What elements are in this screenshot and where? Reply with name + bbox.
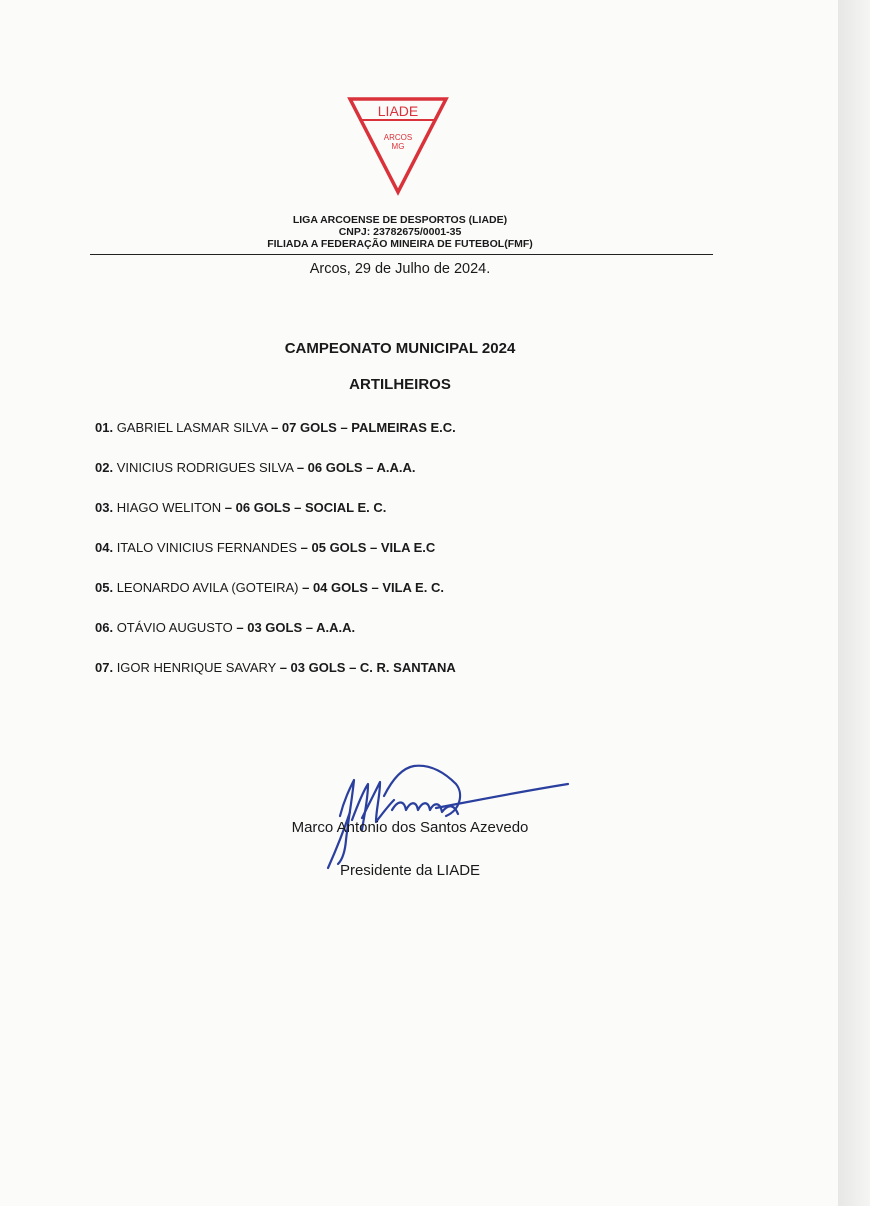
logo-text: LIADE — [377, 103, 419, 119]
scorer-row — [95, 500, 695, 540]
scan-edge — [838, 0, 870, 1206]
document-title: CAMPEONATO MUNICIPAL 2024 — [284, 340, 516, 357]
scorer-rank: 07. — [95, 660, 114, 675]
scorer-goals: – 06 GOLS — [296, 460, 363, 475]
scorer-goals: – 07 GOLS — [271, 420, 337, 435]
league-cnpj: CNPJ: 23782675/0001-35 — [338, 226, 462, 238]
scorer-goals: – 06 GOLS — [224, 500, 291, 515]
scorer-name: IGOR HENRIQUE SAVARY — [113, 660, 280, 675]
scorer-row — [95, 420, 695, 460]
scorer-goals: – 03 GOLS — [236, 620, 303, 635]
scorer-rank: 02. — [95, 460, 114, 475]
scorer-rank: 05. — [95, 580, 114, 595]
scorer-rank: 04. — [95, 540, 114, 555]
scorer-rank: 06. — [95, 620, 114, 635]
scorer-name: VINICIUS RODRIGUES SILVA — [113, 460, 297, 475]
scorer-rank: 03. — [95, 500, 114, 515]
letterhead — [150, 214, 650, 250]
logo-city: ARCOS — [383, 133, 413, 142]
scorer-team: – VILA E.C — [366, 540, 436, 555]
scorer-row — [95, 580, 695, 620]
scorer-row — [95, 620, 695, 660]
liade-logo — [347, 96, 449, 196]
signatory-role: Presidente da LIADE — [339, 862, 481, 879]
signatory-name: Marco Antonio dos Santos Azevedo — [291, 819, 529, 836]
scorer-name: OTÁVIO AUGUSTO — [113, 620, 237, 635]
scorer-name: LEONARDO AVILA (GOTEIRA) — [113, 580, 303, 595]
handwritten-signature — [318, 760, 576, 872]
scorer-goals: – 04 GOLS — [302, 580, 368, 595]
scorer-row — [95, 460, 695, 500]
document-subtitle: ARTILHEIROS — [349, 376, 451, 393]
scorer-row — [95, 660, 695, 700]
scorer-name: GABRIEL LASMAR SILVA — [113, 420, 272, 435]
scorer-row — [95, 540, 695, 580]
document-date: Arcos, 29 de Julho de 2024. — [309, 261, 491, 277]
scorer-team: – C. R. SANTANA — [345, 660, 456, 675]
scorer-team: – VILA E. C. — [367, 580, 444, 595]
league-name: LIGA ARCOENSE DE DESPORTOS (LIADE) — [292, 214, 508, 226]
league-affiliation: FILIADA A FEDERAÇÃO MINEIRA DE FUTEBOL(FMF) — [267, 238, 533, 250]
logo-state: MG — [391, 142, 405, 151]
scorer-goals: – 03 GOLS — [279, 660, 346, 675]
scorers-list — [95, 420, 695, 700]
scorer-team: – SOCIAL E. C. — [290, 500, 387, 515]
scorer-team: – A.A.A. — [362, 460, 416, 475]
scorer-team: – A.A.A. — [302, 620, 356, 635]
scorer-name: HIAGO WELITON — [113, 500, 225, 515]
scorer-goals: – 05 GOLS — [300, 540, 367, 555]
header-rule — [90, 254, 713, 255]
scorer-rank: 01. — [95, 420, 114, 435]
scorer-name: ITALO VINICIUS FERNANDES — [113, 540, 301, 555]
scorer-team: – PALMEIRAS E.C. — [336, 420, 456, 435]
